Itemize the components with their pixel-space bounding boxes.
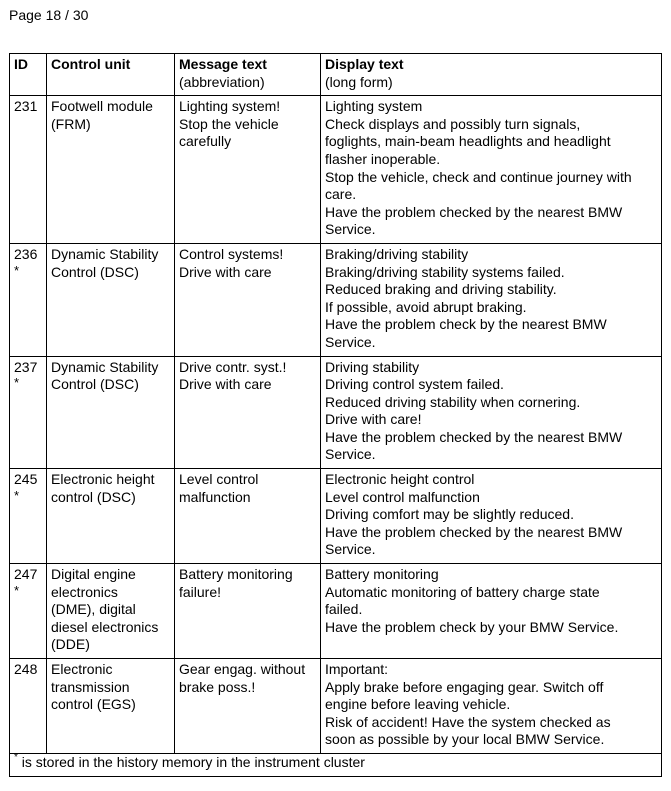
message-text-line: Stop the vehicle [179, 115, 279, 132]
header-display-text [321, 54, 662, 96]
control-unit-line: control (DSC) [51, 488, 136, 505]
display-text-line: failed. [325, 601, 363, 618]
history-star-mark: * [14, 262, 20, 278]
display-text-line: Reduced driving stability when cornering. [325, 393, 581, 410]
header-message-text [175, 54, 321, 96]
table-row [10, 356, 662, 469]
message-id: 248 [14, 661, 38, 677]
control-unit-line: Control (DSC) [51, 376, 139, 393]
cell-message-text [175, 469, 321, 564]
message-text-line: Drive with care [179, 376, 272, 393]
footnote [10, 753, 662, 776]
display-text-line: Have the problem checked by the nearest BMW [325, 428, 623, 445]
header-display-text-subtitle: (long form) [325, 73, 393, 90]
display-text-line: Electronic height control [325, 471, 475, 488]
history-star-mark: * [14, 487, 20, 503]
cell-message-text [175, 243, 321, 356]
display-text-line: Risk of accident! Have the system checked as [325, 713, 611, 730]
cell-control-unit [47, 564, 175, 659]
table-header-row [10, 54, 662, 96]
message-id: 247 [14, 566, 38, 583]
control-unit-line: Electronic height [51, 471, 155, 488]
control-unit-line: Digital engine [51, 566, 136, 583]
history-star-mark: * [14, 582, 20, 598]
cell-control-unit [47, 243, 175, 356]
cell-message-text [175, 96, 321, 244]
cell-id [10, 96, 47, 244]
control-unit-line: (DME), digital [51, 601, 136, 618]
cell-display-text [321, 243, 662, 356]
display-text-line: Stop the vehicle, check and continue journey with [325, 168, 632, 185]
message-table [9, 53, 662, 777]
control-unit-line: control (EGS) [51, 696, 136, 713]
cell-id [10, 243, 47, 356]
display-text-line: Important: [325, 661, 389, 677]
table-row [10, 96, 662, 244]
cell-display-text [321, 659, 662, 754]
display-text-line: Braking/driving stability systems failed. [325, 263, 565, 280]
control-unit-line: Dynamic Stability [51, 245, 159, 262]
display-text-line: Have the problem check by your BMW Service. [325, 618, 619, 635]
cell-display-text [321, 96, 662, 244]
history-star-mark: * [14, 375, 20, 391]
header-id-label: ID [14, 56, 28, 72]
header-message-text-subtitle: (abbreviation) [179, 73, 265, 90]
display-text-line: Battery monitoring [325, 566, 439, 583]
message-text-line: brake poss.! [179, 678, 256, 695]
header-control-unit-label: Control unit [51, 56, 131, 72]
table-row [10, 659, 662, 754]
table-row [10, 243, 662, 356]
display-text-line: foglights, main-beam headlights and headlight [325, 133, 611, 150]
display-text-line: care. [325, 186, 357, 203]
display-text-line: engine before leaving vehicle. [325, 696, 511, 713]
message-id: 231 [14, 98, 38, 115]
header-display-text-label: Display text [325, 56, 404, 72]
display-text-line: Service. [325, 541, 376, 558]
message-text-line: Gear engag. without [179, 661, 306, 677]
cell-message-text [175, 659, 321, 754]
control-unit-line: electronics [51, 583, 118, 600]
display-text-line: Have the problem checked by the nearest BMW [325, 203, 623, 220]
display-text-line: Have the problem check by the nearest BMW [325, 316, 607, 333]
display-text-line: Driving stability [325, 358, 420, 375]
message-table-container [9, 53, 661, 777]
footnote-row [10, 753, 662, 776]
display-text-line: Lighting system [325, 98, 423, 115]
display-text-line: Service. [325, 333, 376, 350]
control-unit-line: transmission [51, 678, 130, 695]
header-message-text-label: Message text [179, 56, 267, 72]
display-text-line: flasher inoperable. [325, 150, 441, 167]
display-text-line: Check displays and possibly turn signals, [325, 115, 581, 132]
message-text-line: carefully [179, 133, 232, 150]
control-unit-line: Footwell module [51, 98, 153, 115]
display-text-line: Service. [325, 221, 376, 238]
cell-control-unit [47, 659, 175, 754]
message-id: 236 [14, 245, 38, 262]
message-text-line: malfunction [179, 488, 251, 505]
message-id: 245 [14, 471, 38, 488]
display-text-line: soon as possible by your local BMW Service. [325, 731, 605, 748]
page-number: Page 18 / 30 [9, 7, 89, 23]
cell-id [10, 564, 47, 659]
message-text-line: Lighting system! [179, 98, 281, 115]
display-text-line: Driving comfort may be slightly reduced. [325, 506, 574, 523]
cell-display-text [321, 356, 662, 469]
display-text-line: Service. [325, 446, 376, 463]
control-unit-line: (FRM) [51, 115, 91, 132]
cell-control-unit [47, 356, 175, 469]
cell-id [10, 659, 47, 754]
message-text-line: Battery monitoring [179, 566, 293, 583]
message-text-line: Control systems! [179, 245, 284, 262]
footnote-text: is stored in the history memory in the instrument cluster [17, 753, 365, 770]
display-text-line: Driving control system failed. [325, 376, 504, 393]
message-text-line: Level control [179, 471, 259, 488]
cell-control-unit [47, 469, 175, 564]
cell-message-text [175, 356, 321, 469]
cell-display-text [321, 564, 662, 659]
cell-control-unit [47, 96, 175, 244]
display-text-line: If possible, avoid abrupt braking. [325, 298, 527, 315]
control-unit-line: Electronic [51, 661, 113, 677]
display-text-line: Braking/driving stability [325, 245, 469, 262]
cell-id [10, 356, 47, 469]
display-text-line: Have the problem checked by the nearest BMW [325, 523, 623, 540]
control-unit-line: Control (DSC) [51, 263, 139, 280]
table-row [10, 469, 662, 564]
display-text-line: Drive with care! [325, 411, 422, 428]
message-text-line: Drive contr. syst.! [179, 358, 287, 375]
display-text-line: Reduced braking and driving stability. [325, 281, 557, 298]
cell-display-text [321, 469, 662, 564]
display-text-line: Level control malfunction [325, 488, 480, 505]
control-unit-line: (DDE) [51, 636, 90, 653]
message-id: 237 [14, 358, 38, 375]
footnote-mark: * [14, 751, 18, 763]
display-text-line: Apply brake before engaging gear. Switch off [325, 678, 604, 695]
control-unit-line: diesel electronics [51, 618, 159, 635]
control-unit-line: Dynamic Stability [51, 358, 159, 375]
cell-message-text [175, 564, 321, 659]
cell-id [10, 469, 47, 564]
table-row [10, 564, 662, 659]
header-control-unit [47, 54, 175, 96]
message-text-line: Drive with care [179, 263, 272, 280]
header-id [10, 54, 47, 96]
table-body [10, 96, 662, 754]
display-text-line: Automatic monitoring of battery charge state [325, 583, 600, 600]
message-text-line: failure! [179, 583, 222, 600]
